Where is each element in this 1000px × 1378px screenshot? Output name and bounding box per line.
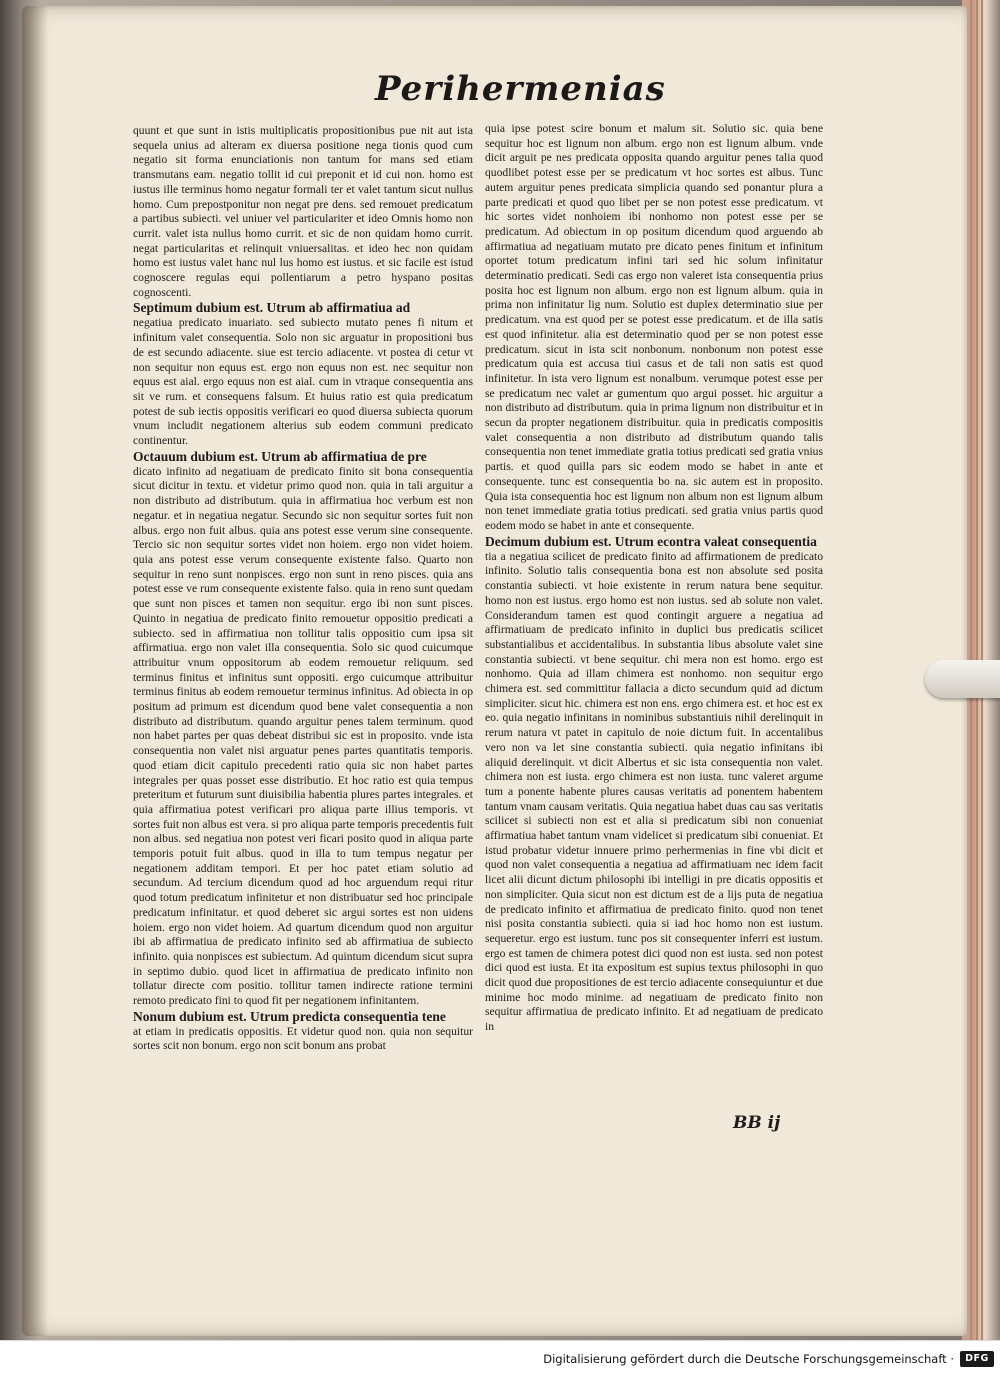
section-heading: Octauum dubium est. Utrum ab affirmatiua de pre <box>133 448 427 464</box>
footer-bar <box>0 1340 1000 1378</box>
paragraph: quunt et que sunt in istis multiplicatis propositionibus pue nit aut ista sequela unius ad alteram ex diuersa positione nega tionis quod cum negatio sit forma enunciationis non tantum for mans sed etiam transmutans eam. negatio tollit id cui preponit et id cui non. homo est iustus ille terminus homo negatur formali ter et valet tantum sicut nullus homo. Cum prepostponitur non negat pre dens. sed remouet predicatum a partibus subiecti. vel uniuer vel particulariter et ideo Omnis homo non currit. valet ista nullus homo currit. et sic de non quidam homo currit. negat particularitas et relinquit vniuersalitas. et ideo hec non quidam homo est iustus valet hanc nul lus homo est iustus. et sic facile est istud cognoscere regulas equi pollentiarum a petro hyspano positas cognoscenti. <box>133 124 473 299</box>
paragraph: negatiua predicato inuariato. sed subiecto mutato penes fi nitum et infinitum valet consequentia. Solo non sic arguatur in propositioni bus de est secundo adiacente. siue est tercio adiacente. vt postea di cetur vt non sequitur non equus est. ergo non equus non est. nec sequitur non equus est aial. ergo equus non est aial. cum in vtraque consequentia ans sit ve rum. et consequens falsum. Et huius ratio est quia predicatum potest de sub iectis oppositis verificari eo quod diuersa subiecta quorum vnum includit negationem alterius sub eodem communi predicato continentur. <box>133 316 473 448</box>
paragraph: at etiam in predicatis oppositis. Et videtur quod non. quia non sequitur sortes scit non bonum. ergo non scit bonum ans probat <box>133 1024 473 1053</box>
left-text-column <box>133 124 473 1137</box>
paragraph: quia ipse potest scire bonum et malum sit. Solutio sic. quia bene sequitur hoc est lignum non album. ergo non est lignum album. vnde dicit arguit pe nes predicata opposita quando arguitur penes talia quod quodlibet potest esse per se predicatum vt hoc sortes est albus. Tunc autem arguitur penes predicata simplicia quando sed ponantur plura a parte predicati et quod quo libet per se non potest esse predicatum. vt hic sortes videt nonhoiem ibi nonhomo non potest esse per se predicatum. Ad obiectum in op positum dicendum quod arguendo ab affirmatiua ad negatiuam mutato pre dicato penes finitum et infinitum oportet totum predicatum infini tari sed hic solum infinitatur determinatio predicati. Sedi cas ergo non valeret ista consequentia prius posita hoc est lignum non album. ergo non est lignum album. quia in prima non infinitatur lig num. Solutio est duplex determinatio siue per predicatum. vna est quod per se potest esse predicatum. et de illa satis est quod infinitetur. alia est determinatio quod per se non potest esse predicatum. sicut in ista scit nonbonum. nonbonum non potest esse predicatum quia est accusa tiui casus et de tali non satis est quod infinitetur. In ista vero lignum est nonalbum. verumque potest esse per se predicatum nec valet ar gumentum quo argui posset. hic arguitur a non distributo ad distributum. quia in prima lignum non distribuitur et in secun da propter negationem distribuitur. quia in predicatis compositis valet consequentia a non distributo ad distributum quando talis consequentia non tenet immediate gratia totius predicati sed gratia vnius partis. et quod quilla pars sic eodem modo se habet in ante et consequente. tunc est consequentia bo na. sic autem est in proposito. Quia ista consequentia hoc est lignum non album non est lignum album non tenet immediate gratia totius predicati. sed gratia vnius partis quod eodem modo se habet in ante et consequente. <box>485 122 823 532</box>
paragraph: tia a negatiua scilicet de predicato finito ad affirmationem de predicato infinito. Solutio talis consequentia bona est non absolute sed posita constantia subiecti. vt hoie existente in rerum natura bene sequitur. homo non est iustus. ergo homo est non iustus. sed ab solute non valet. Considerandum tamen est quod contingit arguere a negatiua ad affirmatiuam de predicato infinito in duplici bus predicatis scilicet substantialibus et accidentalibus. In substantia libus absolute valet sine constantia subiecti. vt bene sequitur. chi mera non est homo. ergo est nonhomo. Quia ad illam chimera est nonhomo. non sequitur ergo chimera est. sed committitur fallacia a dicto secundum quid ad dictum simpliciter. sicut hic. chimera est non ens. ergo chimera est. et hoc est ex eo. quia negatio infinitans in nominibus substantiuis nihil derelinquit in rerum natura vt patet in capitulo de noie dictum fuit. In accentalibus vero non va let sine constantia subiecti. quia negatio infinitans ibi aliquid derelinquit. vt dicit Albertus et sic ista consequentia non valet. chimera non est iusta. ergo chimera est non iusta. tunc valeret argume tum a ponente habente plures causas veritatis ad ponentem habentem tantum vnam causam veritatis. Quia negatiua habet duas cau sas veritatis scilicet si subiecti non est et alia si predicatum sibi non conueniat affirmatiua habet tantum vnam videlicet si predicatum sibi conueniat. Et istud probatur videtur innuere primo perhermenias in fine vbi dicit et quod non valet consequentia a negatiua ad affirmatiuam nec idem facit licet alii dicunt dictum philosophi ibi intelligi in pre dicatis oppositis et non simpliciter. Quia sicut non est dictum est de a lijs puta de negatiua de predicato infinito et affirmatiua de predicato finito. quod non tenet nisi posita constantia subiecti. quia si iad hoc homo non est iustum. sequeretur. ergo est iustum. tunc pos sit consequenter inferri est iustum. ergo est tamen de chimera potest dici quod non est iusta. sed non potest dici quod est iusta. Et ita expositum est supius textus philosophi in quo dicit quod due propositiones de est tercio adiacente consequiuntur et due minime hoc modo minime. ad negatiuam de predicato finito non sequitur affirmatiua de predicato infinito. Et ad negatiuam de predicato in <box>485 549 823 1034</box>
section-heading: Decimum dubium est. Utrum econtra valeat consequentia <box>485 533 817 549</box>
running-title: Perihermenias <box>375 69 666 109</box>
section-heading: Nonum dubium est. Utrum predicta consequentia tene <box>133 1008 446 1024</box>
paragraph: dicato infinito ad negatiuam de predicato finito sit bona consequentia sicut dicitur in textu. et videtur primo quod non. quia in tali arguitur a non distributo ad distributum. quia in affirmatiua hoc verbum est non negatur. et in negatiua negatur. Secundo sic non sequitur sortes fuit non albus. ergo non fuit albus. quia ans potest esse verum sine consequente. Tercio sic non sequitur sortes videt non hoiem. ergo non videt hoiem. quia ans potest esse verum consequente existente falso. Quarto non sequitur in reno sunt nonpisces. ergo non sunt in reno pisces. quia ans potest esse ve rum consequente existente falso. quia in reno sunt quedam que sunt non pisces et tamen non sequitur. ergo ibi non sunt pisces. Quinto in negatiua de predicato finito remouetur oppositio predicati a subiecto. sed in affirmatiua non tollitur talis oppositio cum ipsa sit affirmatiua. ergo non valet illa consequentia. Solo sic quod cuicumque attribuitur vnum oppositorum ab eodem remouetur reliquum. sed terminus finitus et infinitus sunt oppositi. ergo cuicumque attribuitur terminus finitus ab eodem remouetur terminus infinitus. Ad obiecta in op positum ad primum est dicendum quod bene valet consequentia a non distributo ad distributum. quando arguitur penes talem terminum. quod non habet partes per quas debeat distribui sic est in proposito. vnde ista consequentia non valet nisi arguatur penes partes quantitatis temporis. quod etiam dicit capitulo precedenti ratio quia sic non habet partes integrales per quas posset esse distributio. Et hoc ratio est quia tempus preteritum et futurum sunt diuisibilia habentia plures partes integrales. et quia affirmatiua potest verificari pro aliqua parte illius temporis. vt sortes fuit non albus est vera. si pro aliqua parte temporis precedentis fuit non albus. sed negatiua non potest veri ficari posito quod in aliqua parte temporis potuit fuit albus. quod in illa to tum tempus negatur per negationem additam tempori. Et per hoc patet etiam solutio ad secundum. Ad tercium dicendum quod ad hoc arguendum requi ritur quod totum predicatum infinitetur et non distribuatur sed hoc principale predicatum infinitatur. et quod deberet sic argui sortes est non uidens hoiem. ergo non videt hoiem. Ad quartum dicendum quod non arguitur ibi ab affirmatiua de predicato infinito sed ab affirmatiua de subiecto infinito. quia nonpisces est subiectum. Ad quintum dicendum sicut supra in septimo dubio. quod licet in affirmatiua de predicato infinito non tollatur directe com positio. tollitur tamen indirecte ratione termini remoto predicato fini to quod fit per negationem infinitantem. <box>133 464 473 1008</box>
dfg-logo[interactable]: DFG <box>960 1351 994 1367</box>
section-heading: Septimum dubium est. Utrum ab affirmatiua ad <box>133 300 411 316</box>
page-gutter-shadow <box>22 6 48 1336</box>
right-text-column <box>485 122 823 1130</box>
page-clip <box>925 660 1000 698</box>
signature-mark: BB ij <box>733 1113 781 1133</box>
funding-notice: Digitalisierung gefördert durch die Deutsche Forschungsgemeinschaft · <box>543 1352 954 1366</box>
